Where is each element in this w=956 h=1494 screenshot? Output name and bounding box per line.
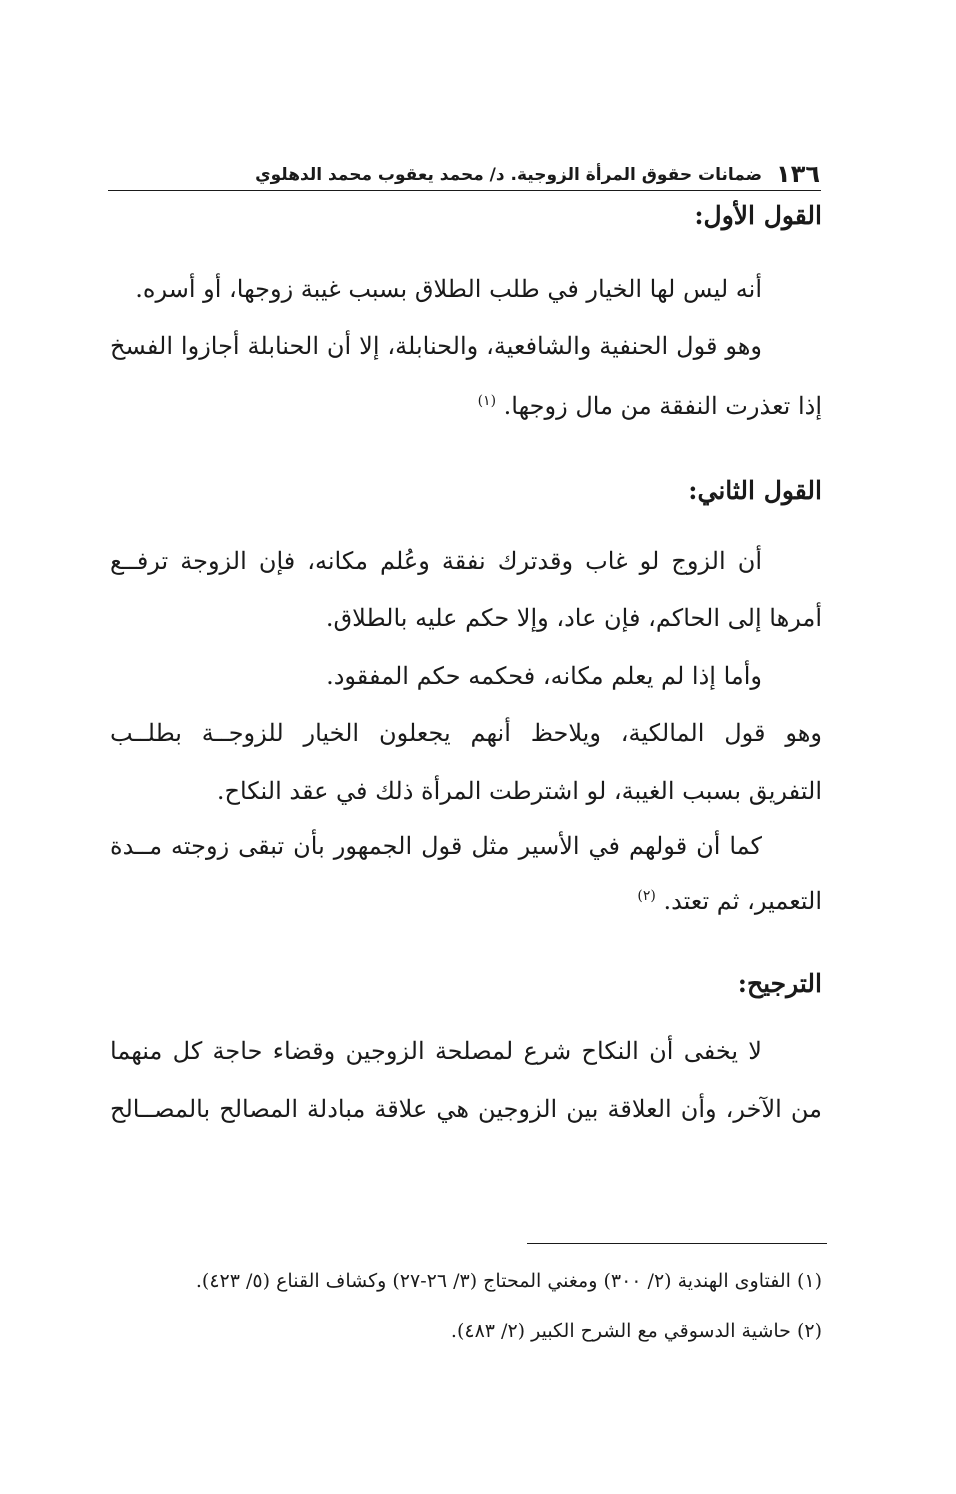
page-number: ١٣٦: [776, 160, 820, 188]
footnote-reference: (١): [477, 393, 497, 409]
paragraph-line-with-footnote: [110, 390, 822, 422]
running-header: [175, 158, 820, 188]
header-divider: [108, 190, 821, 191]
paragraph-line: من الآخر، وأن العلاقة بين الزوجين هي علاقة مبادلة المصالح بالمصــالح: [110, 1095, 822, 1123]
running-title: ضمانات حقوق المرأة الزوجية. د/ محمد يعقوب محمد الدهلوي: [255, 165, 763, 185]
paragraph-text: إذا تعذرت النفقة من مال زوجها.: [503, 392, 822, 420]
paragraph-line: أنه ليس لها الخيار في طلب الطلاق بسبب غيبة زوجها، أو أسره.: [135, 275, 762, 303]
paragraph-line: أن الزوج لو غاب وقدترك نفقة وعُلم مكانه، فإن الزوجة ترفــع: [110, 547, 762, 575]
paragraph-line: وهو قول الحنفية والشافعية، والحنابلة، إلا أن الحنابلة أجازوا الفسخ: [110, 332, 762, 360]
paragraph-line-with-footnote: [110, 885, 822, 917]
paragraph-text: التعمير، ثم تعتد.: [663, 887, 822, 915]
footnote-reference: (٢): [637, 888, 656, 904]
paragraph-line: أمرها إلى الحاكم، فإن عاد، وإلا حكم عليه بالطلاق.: [325, 604, 822, 632]
paragraph-line: كما أن قولهم في الأسير مثل قول الجمهور بأن تبقى زوجته مــدة: [110, 832, 762, 860]
footnote-divider: [527, 1243, 827, 1244]
paragraph-line: التفريق بسبب الغيبة، لو اشترطت المرأة ذلك في عقد النكاح.: [216, 777, 822, 805]
section-heading-first-opinion: القول الأول:: [694, 201, 822, 230]
footnote-1: (١) الفتاوى الهندية (٢/ ٣٠٠) ومغني المحتاج (٣/ ٢٦-٢٧) وكشاف القناع (٥/ ٤٢٣).: [195, 1270, 822, 1292]
paragraph-line: لا يخفى أن النكاح شرع لمصلحة الزوجين وقضاء حاجة كل منهما: [110, 1037, 762, 1065]
section-heading-second-opinion: القول الثاني:: [688, 476, 822, 505]
section-heading-preference: الترجيح:: [737, 969, 822, 998]
footnote-2: (٢) حاشية الدسوقي مع الشرح الكبير (٢/ ٤٨٣).: [450, 1320, 822, 1342]
paragraph-line: وهو قول المالكية، ويلاحظ أنهم يجعلون الخيار للزوجــة بطلــب: [110, 719, 822, 747]
paragraph-line: وأما إذا لم يعلم مكانه، فحكمه حكم المفقود.: [326, 662, 762, 690]
